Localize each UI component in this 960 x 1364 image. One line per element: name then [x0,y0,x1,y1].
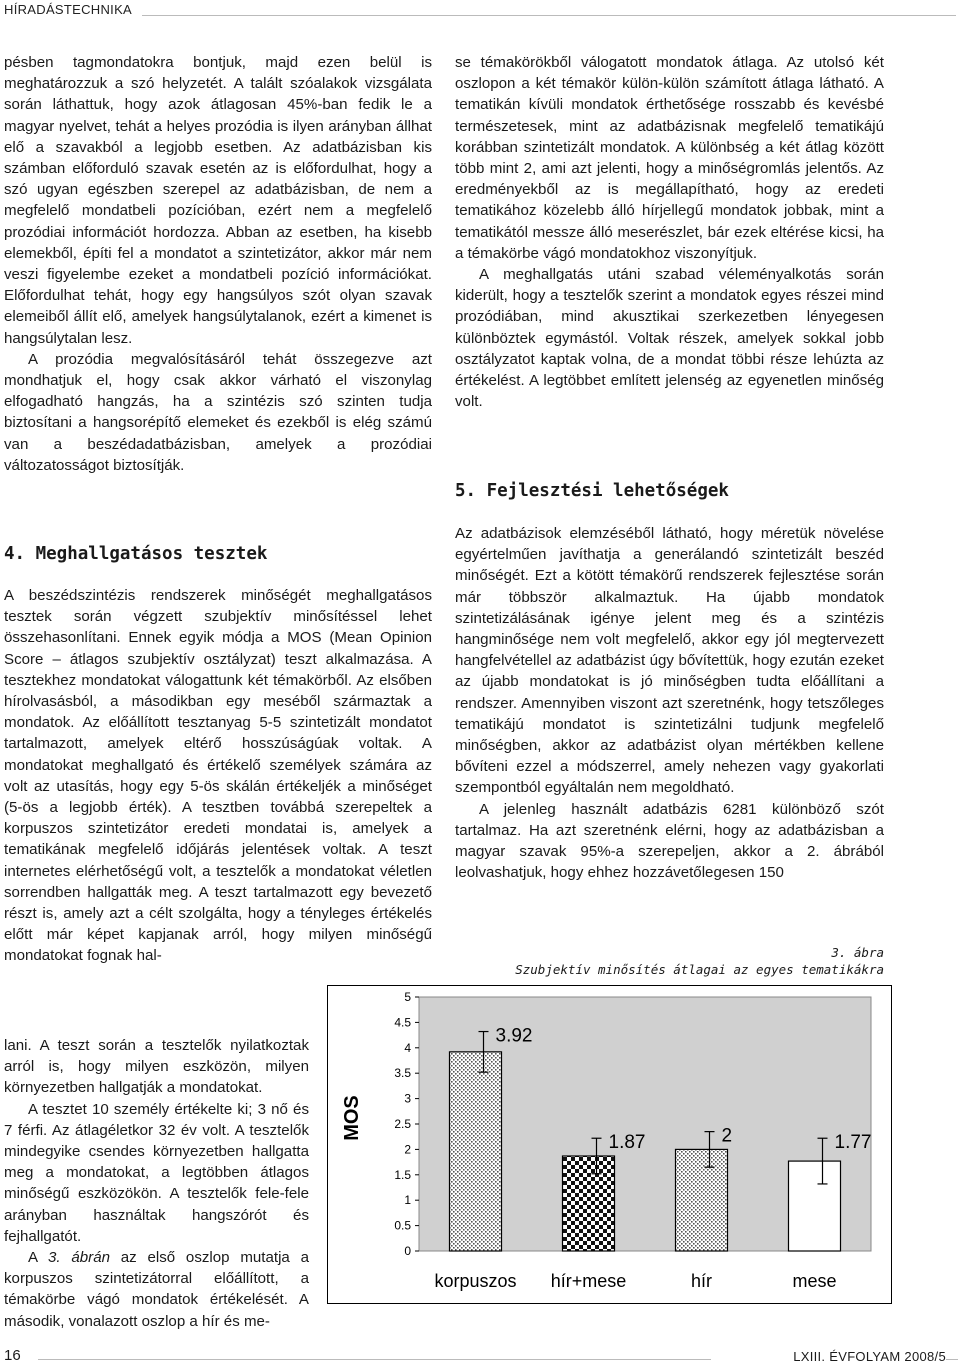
section-heading-5: 5. Fejlesztési lehetőségek [455,481,729,501]
y-tick-label: 4 [404,1040,411,1055]
left-column-top [4,52,432,476]
running-header [4,2,956,24]
y-tick-label: 1.5 [394,1167,411,1182]
bar-h-r-mese [563,1156,615,1251]
y-tick-label: 5 [404,990,411,1004]
paragraph: A beszédszintézis rendszerek minőségét meghallgatásos tesztek során végzett szubjektív minősítéssel lehet összehasonlítani. Ennek egyik módja a MOS (Mean Opinion Score – átlagos szubjektív osztályzat) teszt alkalmazása. A tesztekhez mondatokat válogattunk két témakörből. Az elsőben hírolvasásból, a másodikban egy meséből származtak a mondatok. Az előállított tesztanyag 5-5 szintetizált mondatot tartalmazott, amelyek eltérő hosszúságúak voltak. A mondatokat meghallgató és értékelő személyek számára az volt az utasítás, hogy egy 5-ös skálán értékeljék a minőséget (5-ös a legjobb érték). A tesztben továbbá szerepeltek a korpuszos szintetizátor eredeti mondatai is, amelyek a tematikának megfelelő időjárás jelentések voltak. A teszt internetes elérhetőségű volt, a tesztelők a mondatokat véletlen sorrendben hallgatták meg. A teszt tartalmazott egy bevezető részt is, amely azt a célt szolgálta, hogy a tényleges értékelés előtt már képet kapjanak arról, hogy milyen minőségű mondatokat fognak hal- [4,587,432,965]
left-column-section4 [4,585,432,967]
footer-rule [946,1359,958,1360]
category-label: hír+mese [550,1271,627,1291]
paragraph [4,1247,309,1332]
right-column-section5 [455,523,884,883]
data-label: 3.92 [495,1025,533,1047]
figure-caption: Szubjektív minősítés átlagai az egyes tematikákra [515,962,884,977]
paragraph: A meghallgatás utáni szabad véleményalkotás során kiderült, hogy a tesztelők szerint a mondatok egyes részei mind prozódiában, mind akusztikai szerkezetben lényegesen különböztek egymástól. Voltak részek, amelyek sokkal jobb osztályzatot kaptak volna, de a mondat többi része lehúzta az értékelést. A legtöbbet említett jelenség az egyenetlen minőség volt. [455,266,884,411]
footer-rule [38,1359,711,1360]
bar-h-r [676,1149,728,1251]
page-number: 16 [4,1347,21,1364]
bar-mese [789,1161,841,1251]
y-tick-label: 2 [404,1142,411,1157]
data-label: 1.87 [608,1132,646,1154]
right-column-top [455,52,884,412]
paragraph: A prozódia megvalósításáról tehát összegezve azt mondhatjuk el, hogy csak akkor várható el viszonylag elfogadható hangzás, ha a szintézis szó szinten tudja biztosítani a hangsorépítő elemeket és ezekből is elég számú van a beszédadatbázisban, amelyek a prozódiai változatosságot biztosítják. [4,350,432,474]
paragraph: A jelenleg használt adatbázis 6281 különböző szót tartalmaz. Ha azt szeretnénk elérni, hogy az adatbázisban a magyar szavak 95%-a szerepeljen, akkor a 2. ábrából leolvashatjuk, hogy ehhez hozzávetőlegesen 150 [455,800,884,882]
figure-number: 3. ábra [831,945,884,960]
mos-bar-chart [327,985,892,1304]
category-label: korpuszos [434,1271,517,1291]
bar-korpuszos [450,1052,502,1251]
data-label: 2 [721,1125,733,1147]
y-tick-label: 0 [404,1244,411,1258]
y-tick-label: 1 [404,1193,411,1208]
y-tick-label: 3 [404,1091,411,1106]
paragraph: lani. A teszt során a tesztelők nyilatkoztak arról is, hogy milyen eszközön, milyen környezetben hallgatják a mondatokat. [4,1037,309,1097]
left-column-narrow [4,1035,309,1332]
section-heading-4: 4. Meghallgatásos tesztek [4,544,268,564]
y-tick-label: 3.5 [394,1066,411,1081]
y-tick-label: 4.5 [394,1015,411,1030]
volume-label: LXIII. ÉVFOLYAM 2008/5 [793,1349,946,1364]
paragraph: Az adatbázisok elemzéséből látható, hogy méretük növelése egyértelműen javíthatja a generálandó szintetizált beszéd minőségét. Ezt a kötött témakörű rendszerek fejlesztése során már többször alkalmaztuk. Ha újabb mondatok szintetizálásának igénye jelent meg és a szintézis hangminősége nem volt megfelelő, akkor egy jól megtervezett hangfelvétellel az adatbázist úgy bővítettük, hogy ezután ezeket az újabb mondatokat is jó minőségben tudta előállítani a rendszer. Amennyiben viszont azt szeretnénk, hogy tetszőleges tematikájú mondatot is szintetizálni tudjunk megfelelő minőségben, akkor az adatbázist olyan mértékben kellene bővíteni ezzel a módszerrel, amely nehezen vagy gyakorlati szempontból egyáltalán nem megoldható. [455,525,884,797]
y-tick-label: 0.5 [394,1218,411,1233]
y-tick-label: 2.5 [394,1117,411,1131]
category-label: hír [690,1271,713,1291]
journal-title: HÍRADÁSTECHNIKA [4,2,133,17]
header-rule [142,15,956,16]
y-axis-label: MOS [341,1095,363,1141]
data-label: 1.77 [834,1132,872,1154]
text-run: A [28,1249,49,1267]
paragraph: pésben tagmondatokra bontjuk, majd ezen belül is meghatározzuk a szó helyzetét. A talált szóalakok vizsgálata során láthattuk, hogy azok átlagosan 45%-ban fedik le a magyar nyelvet, tehát a helyes prozódia is ilyen arányban állhat elő a szavakból a legjobb esetben. Az adatbázisban kis számban előforduló szavak esetén az is előfordulhat, hogy a szó ugyan egészben szerepel az adatbázisban, de nem a megfelelő mondatbeli pozícióban, ezért nem a megfelelő prozódiai információt hordozza. Abban az esetben, ha kisebb elemekből, építi fel a mondatot a szintetizátor, akkor már nem veszi figyelembe ezeket a mondatbeli pozíció információkat. Előfordulhat tehát, hogy egy hangsúlyos szót olyan szavak elemeiből állít elő, amelyek hangsúlytalanok, ezért a kimenet is hangsúlytalan lesz. [4,54,432,347]
text-run: az első oszlop mutatja a korpuszos szintetizátorral előállított, a témakörbe vágó mondatok értékelését. A második, vonalazott oszlop a hír és me- [4,1249,309,1330]
paragraph: se témakörökből válogatott mondatok átlaga. Az utolsó két oszlopon a két témakör külön-külön számított átlaga látható. A tematikán kívüli mondatok érthetősége rosszabb és kevésbé természetesek, mint az adatbázisnak megfelelő tematikájú korábban szintetizált mondatok. A különbség a két átlag között több mint 2, ami azt jelenti, hogy a minőségromlás jelentős. Az eredményekből az is megállapítható, hogy az eredeti tematikához közelebb álló hírjellegű mondatok jobbak, mint a tematikától messze álló meserészlet, bár ezek eltérése kicsi, ha a témakörbe vágó mondatokhoz viszonyítjuk. [455,54,884,262]
category-label: mese [792,1271,837,1291]
figure-reference: 3. ábrán [48,1249,110,1267]
paragraph: A tesztet 10 személy értékelte ki; 3 nő és 7 férfi. Az átlagéletkor 32 év volt. A tesztelők mindegyike csendes környezetben hallgatta meg a mondatokat, a legtöbben átlagos minőségű eszközökön. A tesztelők fele-fele arányban használtak hangszórót és fejhallgatót. [4,1100,309,1245]
